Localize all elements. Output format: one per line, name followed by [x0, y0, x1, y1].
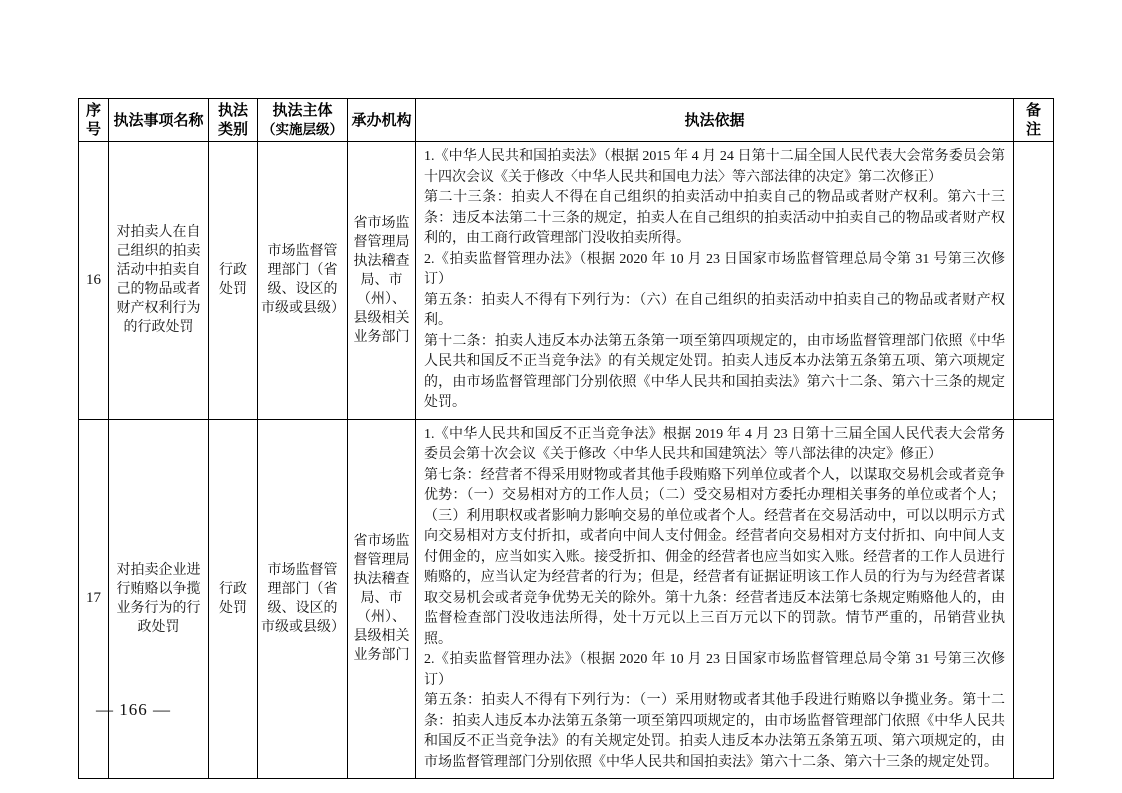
basis-paragraph: 第十二条：拍卖人违反本办法第五条第一项至第四项规定的，由市场监督管理部门依照《中华人民共和国反不正当竞争法》的有关规定处罚。拍卖人违反本办法第五条第五项、第六项规定的，由市场监督管理部门分别依照《中华人民共和国拍卖法》第六十二条、第六十三条的规定处罚。: [424, 333, 1005, 410]
cell-item-name: 对拍卖企业进行贿赂以争揽业务行为的行政处罚: [109, 419, 209, 779]
cell-category: 行政处罚: [209, 142, 258, 420]
cell-agency: 省市场监督管理局执法稽查局、市（州）、县级相关业务部门: [348, 419, 416, 779]
col-header-name: 执法事项名称: [109, 99, 209, 142]
col-header-agency: 承办机构: [348, 99, 416, 142]
basis-paragraph: 第五条：拍卖人不得有下列行为：（一）采用财物或者其他手段进行贿赂以争揽业务。第十二条：拍卖人违反本办法第五条第一项至第四项规定的，由市场监督管理部门依照《中华人民共和国反不正当竞争法》的有关规定处罚。拍卖人违反本办法第五条第五项、第六项规定的，由市场监督管理部门分别依照《中华人民共和国拍卖法》第六十二条、第六十三条的规定处罚。: [424, 693, 1005, 770]
basis-paragraph: 2.《拍卖监督管理办法》（根据 2020 年 10 月 23 日国家市场监督管理总局令第 31 号第三次修订）: [424, 251, 1005, 287]
table-row-17: [79, 419, 1054, 779]
cell-category: 行政处罚: [209, 419, 258, 779]
table-row-16: [79, 142, 1054, 420]
col-header-subject-line1: 执法主体: [272, 102, 333, 119]
cell-subject: 市场监督管理部门（省级、设区的市级或县级）: [258, 142, 348, 420]
basis-paragraph: 2.《拍卖监督管理办法》（根据 2020 年 10 月 23 日国家市场监督管理总局令第 31 号第三次修订）: [424, 652, 1005, 688]
col-header-subject: [258, 99, 348, 142]
col-header-subject-line2: （实施层级）: [262, 122, 343, 137]
col-header-remark: 备注: [1014, 99, 1054, 142]
cell-remark: [1014, 419, 1054, 779]
basis-paragraph: 1.《中华人民共和国拍卖法》（根据 2015 年 4 月 24 日第十二届全国人民代表大会常务委员会第十四次会议《关于修改〈中华人民共和国电力法〉等六部法律的决定》第二次修正）: [424, 149, 1005, 185]
page-number: — 166 —: [96, 700, 171, 719]
cell-legal-basis: [416, 142, 1014, 420]
cell-item-name: 对拍卖人在自己组织的拍卖活动中拍卖自己的物品或者财产权利行为的行政处罚: [109, 142, 209, 420]
cell-subject: 市场监督管理部门（省级、设区的市级或县级）: [258, 419, 348, 779]
cell-agency: 省市场监督管理局执法稽查局、市（州）、县级相关业务部门: [348, 142, 416, 420]
basis-paragraph: 第五条：拍卖人不得有下列行为：（六）在自己组织的拍卖活动中拍卖自己的物品或者财产权利。: [424, 292, 1005, 328]
cell-index: 17: [79, 419, 109, 779]
basis-paragraph: 第二十三条：拍卖人不得在自己组织的拍卖活动中拍卖自己的物品或者财产权利。第六十三条：违反本法第二十三条的规定，拍卖人在自己组织的拍卖活动中拍卖自己的物品或者财产权利的，由工商行政管理部门没收拍卖所得。: [424, 190, 1005, 246]
cell-index: 16: [79, 142, 109, 420]
basis-paragraph: 第七条：经营者不得采用财物或者其他手段贿赂下列单位或者个人，以谋取交易机会或者竞争优势：（一）交易相对方的工作人员；（二）受交易相对方委托办理相关事务的单位或者个人；（三）利用职权或者影响力影响交易的单位或者个人。经营者在交易活动中，可以以明示方式向交易相对方支付折扣，或者向中间人支付佣金。经营者向交易相对方支付折扣、向中间人支付佣金的，应当如实入账。接受折扣、佣金的经营者也应当如实入账。经营者的工作人员进行贿赂的，应当认定为经营者的行为；但是，经营者有证据证明该工作人员的行为与为经营者谋取交易机会或者竞争优势无关的除外。第十九条：经营者违反本法第七条规定贿赂他人的，由监督检查部门没收违法所得，处十万元以上三百万元以下的罚款。情节严重的，吊销营业执照。: [424, 467, 1005, 647]
law-enforcement-table: [78, 98, 1054, 779]
col-header-category: 执法类别: [209, 99, 258, 142]
col-header-index: 序号: [79, 99, 109, 142]
table-header-row: [79, 99, 1054, 142]
cell-legal-basis: [416, 419, 1014, 779]
col-header-basis: 执法依据: [416, 99, 1014, 142]
basis-paragraph: 1.《中华人民共和国反不正当竞争法》根据 2019 年 4 月 23 日第十三届全国人民代表大会常务委员会第十次会议《关于修改〈中华人民共和国建筑法〉等八部法律的决定》修正）: [424, 426, 1005, 462]
cell-remark: [1014, 142, 1054, 420]
